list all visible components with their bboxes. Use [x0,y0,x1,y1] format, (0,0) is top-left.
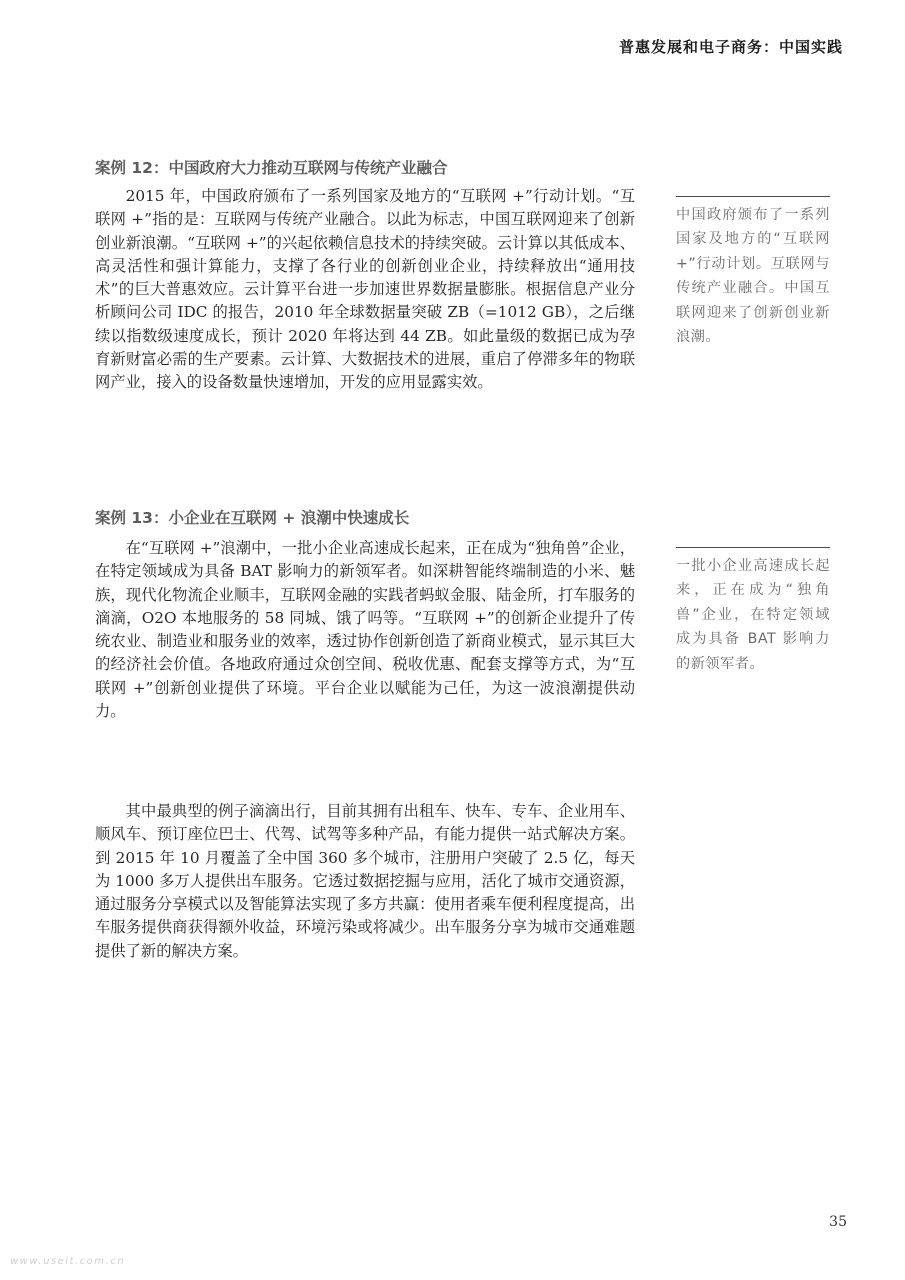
case-13-sidenote: 一批小企业高速成长起来，正在成为“独角兽”企业，在特定领域成为具备 BAT 影响力的新领军者。 [676,547,830,676]
running-head: 普惠发展和电子商务：中国实践 [618,38,843,56]
case-13-heading: 案例 13：小企业在互联网 + 浪潮中快速成长 [95,509,410,527]
case-13-paragraph-2: 其中最典型的例子滴滴出行，目前其拥有出租车、快车、专车、企业用车、顺风车、预订座位巴士、代驾、试驾等多种产品，有能力提供一站式解决方案。到 2015 年 10 月覆盖了全中国 360 多个城市，注册用户突破了 2.5 亿，每天为 1000 多万人提供出车服务。它透过数据挖掘与应用，活化了城市交通资源，通过服务分享模式以及智能算法实现了多方共赢：使用者乘车便利程度提高，出车服务提供商获得额外收益，环境污染或将减少。出车服务分享为城市交通难题提供了新的解决方案。 [95,802,635,960]
watermark: www.useit.com.cn [10,1256,126,1267]
case-12-paragraph: 2015 年，中国政府颁布了一系列国家及地方的“互联网 +”行动计划。“互联网 +”指的是：互联网与传统产业融合。以此为标志，中国互联网迎来了创新创业新浪潮。“互联网 +”的兴起依赖信息技术的持续突破。云计算以其低成本、高灵活性和强计算能力，支撑了各行业的创新创业企业，持续释放出“通用技术”的巨大普惠效应。云计算平台进一步加速世界数据量膨胀。根据信息产业分析顾问公司 IDC 的报告，2010 年全球数据量突破 ZB（=1012 GB），之后继续以指数级速度成长，预计 2020 年将达到 44 ZB。如此量级的数据已成为孕育新财富必需的生产要素。云计算、大数据技术的进展，重启了停滞多年的物联网产业，接入的设备数量快速增加，开发的应用显露实效。 [95,187,635,392]
page-number: 35 [829,1214,847,1230]
case-12-heading: 案例 12：中国政府大力推动互联网与传统产业融合 [95,159,448,177]
case-12-sidenote: 中国政府颁布了一系列国家及地方的“互联网 +”行动计划。互联网与传统产业融合。中国互联网迎来了创新创业新浪潮。 [676,196,830,349]
case-13-paragraph-1: 在“互联网 +”浪潮中，一批小企业高速成长起来，正在成为“独角兽”企业，在特定领域成为具备 BAT 影响力的新领军者。如深耕智能终端制造的小米、魅族，现代化物流企业顺丰，互联网金融的实践者蚂蚁金服、陆金所，打车服务的滴滴，O2O 本地服务的 58 同城、饿了吗等。“互联网 +”的创新企业提升了传统农业、制造业和服务业的效率，透过协作创新创造了新商业模式，显示其巨大的经济社会价值。各地政府通过众创空间、税收优惠、配套支撑等方式，为“互联网 +”创新创业提供了环境。平台企业以赋能为己任，为这一波浪潮提供动力。 [95,539,635,721]
